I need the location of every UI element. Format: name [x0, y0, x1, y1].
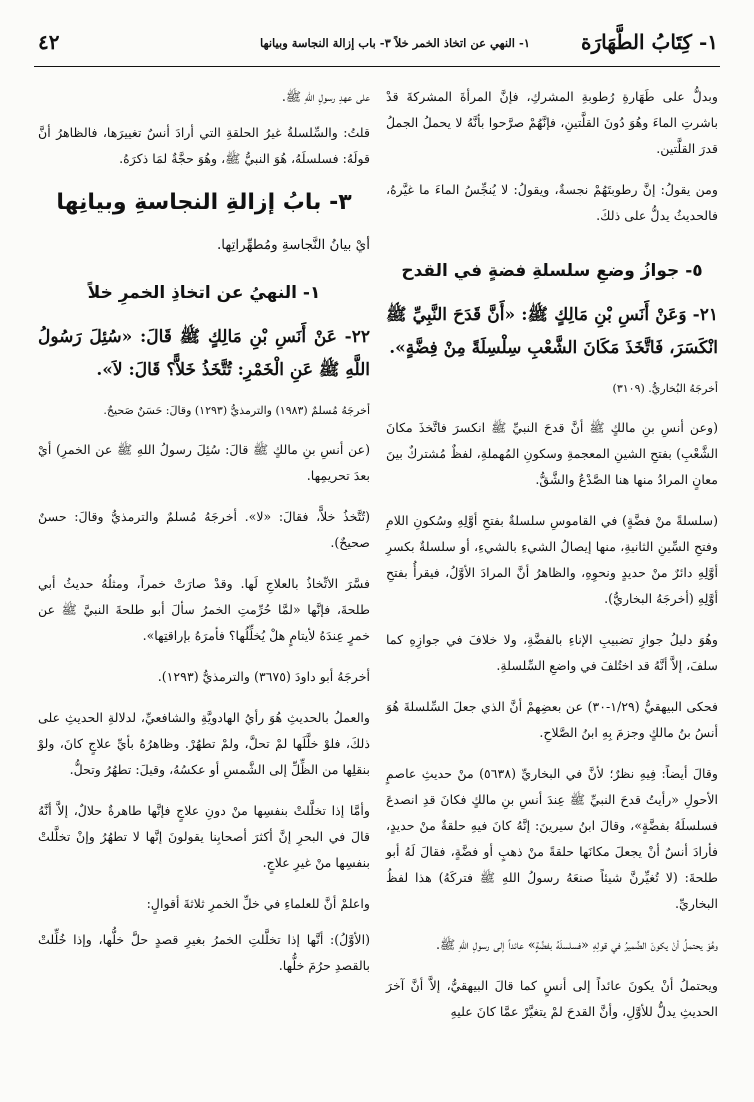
- section-title: ٥- جوازُ وضعِ سلسلةِ فضةٍ في القدح: [401, 261, 703, 281]
- section-title: ١- النهيُ عن اتخاذِ الخمرِ خلاً: [87, 283, 321, 303]
- hadith-source: أخرجَهُ البُخاريُّ. (٣١٠٩): [612, 382, 718, 395]
- paragraph: قلتُ: والسِّلسلةُ غيرُ الحلقةِ التي أرادَ أنسٌ تغييرَها، فالظاهرُ أنَّ قولَهُ: فسلسلَهُ، هُوَ النبيُّ ﷺ، وهُوَ حجَّةٌ لمَا ذكرَهُ.: [38, 125, 370, 166]
- paragraph: واعلمْ أنَّ للعلماءِ في خلِّ الخمرِ ثلاثةَ أقوالٍ:: [146, 896, 370, 911]
- paragraph: ومن يقولُ: إنَّ رطوبتَهُمْ نجسةٌ، ويقولُ: لا يُنجِّسُ الماءَ ما غيَّرهُ، فالحديثُ يدلُّ على ذلكَ.: [386, 182, 718, 223]
- paragraph: أخرجَهُ أبو داودَ (٣٦٧٥) والترمذيُّ (١٢٩٣).: [157, 669, 370, 684]
- paragraph: وهُوَ دليلُ جوازِ تضبيبِ الإناءِ بالفضَّةِ، ولا خلافَ في جوازِهِ كما سلفَ، إلاَّ أنَّهُ قد اختُلفَ في واضعِ السِّلسلةِ.: [386, 632, 718, 673]
- paragraph: وقالَ أيضاً: فِيهِ نظرٌ؛ لأنَّ في البخاريِّ (٥٦٣٨) منْ حديثِ عاصمٍ الأحولِ «رأيتُ قدحَ النبيِّ ﷺ عِندَ أنسِ بنِ مالكٍ فكانَ قدِ انصدعَ فسلسلَهُ بفضَّةٍ»، وقالَ ابنُ سيرينَ: إنَّهُ كانَ فيهِ حلقةٌ منْ حديدٍ، فأرادَ أنسٌ أنْ يجعلَ مكانَها حلقةً منْ ذهبٍ أو فضَّةٍ، فقالَ لَهُ أبو طلحةَ: (لا تُغيِّرنَّ شيئاً صنعَهُ رسولُ اللهِ ﷺ فتركَهُ) هذا لفظُ البخاريِّ.: [386, 766, 718, 911]
- paragraph: وهُوَ يحتملُ أنْ يكونَ الضَّميرُ في قولِهِ «فسلسلَهُ بفضَّةٍ» عائداً إلى رسولِ اللهِ ﷺ.: [436, 937, 718, 952]
- running-title: ١- النهي عن اتخاذ الخمر خلاً ٣- باب إزالة النجاسة وبيانها: [260, 36, 530, 50]
- paragraph: فسَّرَ الاتِّخاذُ بالعلاجِ لَها. وقدْ صارَتْ خمراً، ومثلُهُ حديثُ أبي طلحةَ، فإنَّها «لمَّا حُرِّمتِ الخمرُ سألَ أبو طلحةَ النبيَّ ﷺ عن خمرٍ عِندَهُ لأيتامٍ هلْ يُخلِّلُها؟ فأمرَهُ بإراقتِها».: [38, 576, 370, 643]
- hadith-text: ٢١- وَعَنْ أَنَسِ بْنِ مَالِكٍ ﷺ: «أَنَّ قَدَحَ النَّبِيِّ ﷺ انْكَسَرَ، فَاتَّخَذَ مَكَانَ الشَّعْبِ سِلْسِلَةً مِنْ فِضَّةٍ».: [386, 305, 718, 358]
- book-title: ١- كِتَابُ الطَّهَارَة: [581, 30, 718, 54]
- paragraph: فحكى البيهقيُّ (١/٢٩-٣٠) عن بعضِهمْ أنَّ الذي جعلَ السِّلسلةَ هُوَ أنسُ بنُ مالكٍ وجزمَ بِهِ ابنُ الصَّلاحِ.: [386, 699, 718, 740]
- paragraph: (وعن أنسِ بنِ مالكٍ ﷺ أنَّ قدحَ النبيِّ ﷺ انكسرَ فاتَّخذَ مكانَ الشَّعْبِ) بفتحِ الشينِ المعجمةِ وسكونِ المُهملةِ، لفظٌ مُشتركٌ بينَ معانٍ المرادُ منها هنا الصَّدْعُ والشَّقُّ.: [386, 420, 718, 487]
- paragraph: وأمَّا إذا تخلَّلتْ بنفسِها منْ دونِ علاجٍ فإنَّها طاهرةٌ حلالٌ، إلاَّ أنَّهُ قالَ في البحرِ إنَّ أكثرَ أصحابِنا يقولونَ إنَّها لا تطهُرُ وإنْ تخلَّلتْ بنفسِها منْ غيرِ علاجٍ.: [38, 803, 370, 870]
- paragraph: وبدلُّ على طَهَارةِ رُطوبةِ المشركِ، فإنَّ المرأةَ المشركةَ قدْ باشرتِ الماءَ وهُوَ دُونَ القلَّتينِ، فإنَّهُمْ صرَّحوا بأنَّهُ لا يحملُ الجملُ قدرَ القلَّتين.: [386, 89, 718, 156]
- hadith-text: ٢٢- عَنْ أَنَسِ بْنِ مَالِكٍ ﷺ قَالَ: «سُئِلَ رَسُولُ اللَّهِ ﷺ عَنِ الْخَمْرِ: تُتَّخَذُ خَلاًّ؟ قَالَ: لاَ».: [38, 327, 370, 380]
- paragraph: (سلسلةً منْ فضَّةٍ) في القاموسِ سلسلةٌ بفتحِ أوَّلِهِ وسُكونِ اللامِ وفتحِ السِّينِ الثانيةِ، منها إيصالُ الشيءِ بالشيءِ، أو سلسلةٌ بكسرِ أوَّلِهِ دائرٌ منْ حديدٍ ونحوِهِ، والظاهرُ أنَّ المرادَ الأوَّلُ، فيقرأُ بفتحِ أوَّلِهِ (أخرجَهُ البخاريُّ).: [386, 513, 718, 606]
- paragraph: (الأوَّلُ): أنَّها إذا تخلَّلتِ الخمرُ بغيرِ قصدٍ حلَّ خلُّها، وإذا خُلِّلتْ بالقصدِ حرُمَ خلُّها.: [38, 932, 370, 973]
- paragraph: والعملُ بالحديثِ هُوَ رأيُ الهادويَّةِ والشافعيِّ، لدلالةِ الحديثِ على ذلكَ، فلوْ خلَّلَها لمْ تحلَّ، ولمْ تطهُرْ. وظاهرُهُ بأيِّ علاجٍ كانَ، ولوْ بنقلِها من الظِّلِّ إلى الشَّمسِ أو عكسُهُ، وقيلَ: تطهُرُ وتحلُّ.: [38, 710, 370, 777]
- paragraph: (عن أنسِ بنِ مالكٍ ﷺ قالَ: سُئِلَ رسولُ اللهِ ﷺ عن الخمرِ) أيْ بعدَ تحريمِها.: [38, 442, 370, 483]
- hadith-source: أخرجَهُ مُسلمٌ (١٩٨٣) والترمذيُّ (١٢٩٣) وقالَ: حَسَنٌ صَحيحٌ.: [103, 404, 370, 417]
- paragraph: على عهدِ رسولِ اللهِ ﷺ.: [281, 89, 370, 104]
- header-rule: [34, 66, 720, 67]
- paragraph: ويحتملُ أنْ يكونَ عائداً إلى أنسٍ كما قالَ البيهقيُّ، إلاَّ أنَّ آخرَ الحديثِ يدلُّ للأوَّلِ، وأنَّ القدحَ لمْ يتغيَّرْ عمَّا كانَ عليهِ: [386, 978, 718, 1019]
- left-column: [38, 84, 370, 989]
- right-column: [386, 84, 718, 1035]
- paragraph: (تُتَّخذُ خلاًّ، فقالَ: «لا». أخرجَهُ مُسلمٌ والترمذيُّ وقالَ: حسنٌ صحيحٌ).: [38, 509, 370, 550]
- page-number: ٤٢: [38, 30, 60, 54]
- chapter-title: ٣- بابُ إزالةِ النجاسةِ وبيانِها: [56, 190, 352, 215]
- chapter-subtitle: أيْ بيانُ النَّجاسةِ ومُطهِّراتِها.: [217, 237, 370, 253]
